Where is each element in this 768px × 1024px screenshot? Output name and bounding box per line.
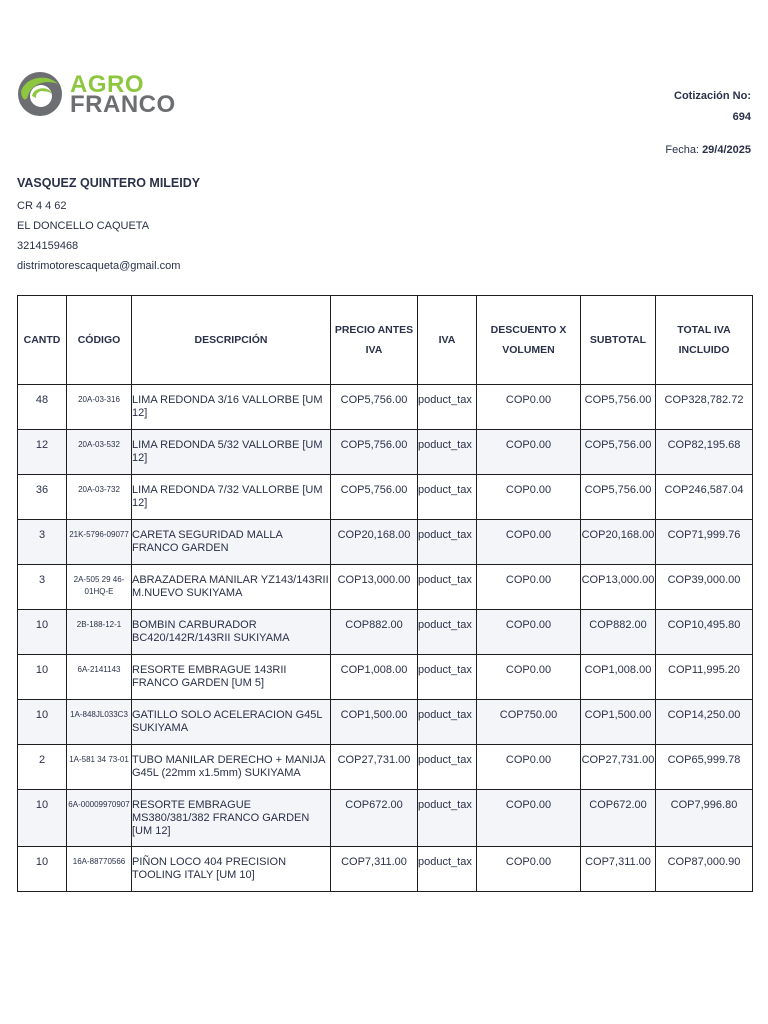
header-description: DESCRIPCIÓN: [132, 296, 331, 385]
cell-code: 2A-505 29 46-01HQ-E: [67, 565, 132, 610]
header-subtotal: SUBTOTAL: [581, 296, 656, 385]
cell-discount: COP0.00: [477, 655, 581, 700]
cell-code: 20A-03-532: [67, 430, 132, 475]
cell-price: COP1,008.00: [331, 655, 418, 700]
cell-discount: COP0.00: [477, 475, 581, 520]
cell-description: PIÑON LOCO 404 PRECISION TOOLING ITALY [UM 10]: [132, 847, 331, 892]
cell-discount: COP0.00: [477, 520, 581, 565]
cell-total: COP246,587.04: [656, 475, 753, 520]
cell-iva: poduct_tax: [418, 520, 477, 565]
table-row: [18, 385, 753, 430]
header-total: TOTAL IVA INCLUIDO: [656, 296, 753, 385]
client-email: distrimotorescaqueta@gmail.com: [17, 260, 181, 272]
cell-code: 6A-2141143: [67, 655, 132, 700]
cell-iva: poduct_tax: [418, 565, 477, 610]
cell-qty: 10: [18, 847, 67, 892]
cell-discount: COP0.00: [477, 745, 581, 790]
cell-discount: COP0.00: [477, 610, 581, 655]
cell-subtotal: COP1,008.00: [581, 655, 656, 700]
client-address: CR 4 4 62: [17, 200, 67, 212]
cell-qty: 10: [18, 790, 67, 847]
cell-iva: poduct_tax: [418, 430, 477, 475]
logo-swirl-icon: [16, 70, 66, 120]
cell-qty: 36: [18, 475, 67, 520]
cell-iva: poduct_tax: [418, 475, 477, 520]
cell-qty: 48: [18, 385, 67, 430]
quote-number-label: Cotización No:: [674, 90, 751, 102]
cell-price: COP5,756.00: [331, 475, 418, 520]
cell-description: GATILLO SOLO ACELERACION G45L SUKIYAMA: [132, 700, 331, 745]
cell-subtotal: COP13,000.00: [581, 565, 656, 610]
cell-iva: poduct_tax: [418, 745, 477, 790]
cell-description: RESORTE EMBRAGUE 143RII FRANCO GARDEN [UM 5]: [132, 655, 331, 700]
cell-price: COP20,168.00: [331, 520, 418, 565]
cell-total: COP328,782.72: [656, 385, 753, 430]
table-row: [18, 790, 753, 847]
header-discount: DESCUENTO X VOLUMEN: [477, 296, 581, 385]
table-row: [18, 700, 753, 745]
cell-subtotal: COP5,756.00: [581, 475, 656, 520]
cell-code: 20A-03-732: [67, 475, 132, 520]
header-iva: IVA: [418, 296, 477, 385]
quote-number: 694: [732, 111, 751, 123]
cell-subtotal: COP7,311.00: [581, 847, 656, 892]
table-row: [18, 610, 753, 655]
cell-description: RESORTE EMBRAGUE MS380/381/382 FRANCO GARDEN [UM 12]: [132, 790, 331, 847]
table-row: [18, 520, 753, 565]
cell-subtotal: COP672.00: [581, 790, 656, 847]
cell-subtotal: COP882.00: [581, 610, 656, 655]
cell-discount: COP750.00: [477, 700, 581, 745]
cell-discount: COP0.00: [477, 847, 581, 892]
header-code: CÓDIGO: [67, 296, 132, 385]
client-info: [17, 176, 200, 276]
cell-description: LIMA REDONDA 3/16 VALLORBE [UM 12]: [132, 385, 331, 430]
cell-total: COP7,996.80: [656, 790, 753, 847]
cell-price: COP27,731.00: [331, 745, 418, 790]
cell-qty: 12: [18, 430, 67, 475]
cell-code: 20A-03-316: [67, 385, 132, 430]
cell-iva: poduct_tax: [418, 610, 477, 655]
cell-discount: COP0.00: [477, 430, 581, 475]
cell-description: LIMA REDONDA 5/32 VALLORBE [UM 12]: [132, 430, 331, 475]
cell-subtotal: COP5,756.00: [581, 430, 656, 475]
date-value: 29/4/2025: [702, 144, 751, 156]
company-logo: [16, 70, 176, 120]
cell-price: COP1,500.00: [331, 700, 418, 745]
cell-description: CARETA SEGURIDAD MALLA FRANCO GARDEN: [132, 520, 331, 565]
cell-code: 2B-188-12-1: [67, 610, 132, 655]
cell-qty: 10: [18, 700, 67, 745]
cell-discount: COP0.00: [477, 565, 581, 610]
cell-discount: COP0.00: [477, 790, 581, 847]
cell-description: BOMBIN CARBURADOR BC420/142R/143RII SUKIYAMA: [132, 610, 331, 655]
cell-total: COP71,999.76: [656, 520, 753, 565]
cell-description: TUBO MANILAR DERECHO + MANIJA G45L (22mm x1.5mm) SUKIYAMA: [132, 745, 331, 790]
table-row: [18, 745, 753, 790]
cell-iva: poduct_tax: [418, 790, 477, 847]
cell-subtotal: COP5,756.00: [581, 385, 656, 430]
cell-code: 16A-88770566: [67, 847, 132, 892]
cell-total: COP10,495.80: [656, 610, 753, 655]
table-header-row: [18, 296, 753, 385]
cell-qty: 3: [18, 520, 67, 565]
cell-iva: poduct_tax: [418, 700, 477, 745]
cell-price: COP7,311.00: [331, 847, 418, 892]
cell-total: COP14,250.00: [656, 700, 753, 745]
cell-code: 21K-5796-09077: [67, 520, 132, 565]
cell-subtotal: COP27,731.00: [581, 745, 656, 790]
table-row: [18, 847, 753, 892]
cell-discount: COP0.00: [477, 385, 581, 430]
cell-subtotal: COP20,168.00: [581, 520, 656, 565]
cell-qty: 10: [18, 655, 67, 700]
cell-code: 1A-581 34 73-01: [67, 745, 132, 790]
cell-description: LIMA REDONDA 7/32 VALLORBE [UM 12]: [132, 475, 331, 520]
cell-total: COP39,000.00: [656, 565, 753, 610]
cell-code: 1A-848JL033C3: [67, 700, 132, 745]
table-row: [18, 565, 753, 610]
header-qty: CANTD: [18, 296, 67, 385]
cell-total: COP65,999.78: [656, 745, 753, 790]
cell-iva: poduct_tax: [418, 847, 477, 892]
cell-total: COP87,000.90: [656, 847, 753, 892]
cell-price: COP5,756.00: [331, 385, 418, 430]
cell-code: 6A-00009970907: [67, 790, 132, 847]
table-row: [18, 475, 753, 520]
table-row: [18, 430, 753, 475]
cell-total: COP82,195.68: [656, 430, 753, 475]
cell-price: COP13,000.00: [331, 565, 418, 610]
cell-price: COP672.00: [331, 790, 418, 847]
cell-price: COP882.00: [331, 610, 418, 655]
logo-text-franco: FRANCO: [70, 91, 176, 118]
cell-iva: poduct_tax: [418, 655, 477, 700]
cell-iva: poduct_tax: [418, 385, 477, 430]
quote-number-block: [674, 89, 751, 125]
table-row: [18, 655, 753, 700]
cell-description: ABRAZADERA MANILAR YZ143/143RII M.NUEVO SUKIYAMA: [132, 565, 331, 610]
client-phone: 3214159468: [17, 240, 79, 252]
date-label: Fecha:: [665, 144, 699, 156]
cell-price: COP5,756.00: [331, 430, 418, 475]
client-name: VASQUEZ QUINTERO MILEIDY: [17, 176, 201, 190]
cell-qty: 2: [18, 745, 67, 790]
client-city: EL DONCELLO CAQUETA: [17, 220, 150, 232]
cell-subtotal: COP1,500.00: [581, 700, 656, 745]
cell-qty: 10: [18, 610, 67, 655]
header-price: PRECIO ANTES IVA: [331, 296, 418, 385]
quote-items-table: [17, 295, 753, 892]
quote-date: [665, 144, 751, 156]
logo-text-agro: AGRO: [70, 71, 144, 98]
cell-total: COP11,995.20: [656, 655, 753, 700]
cell-qty: 3: [18, 565, 67, 610]
